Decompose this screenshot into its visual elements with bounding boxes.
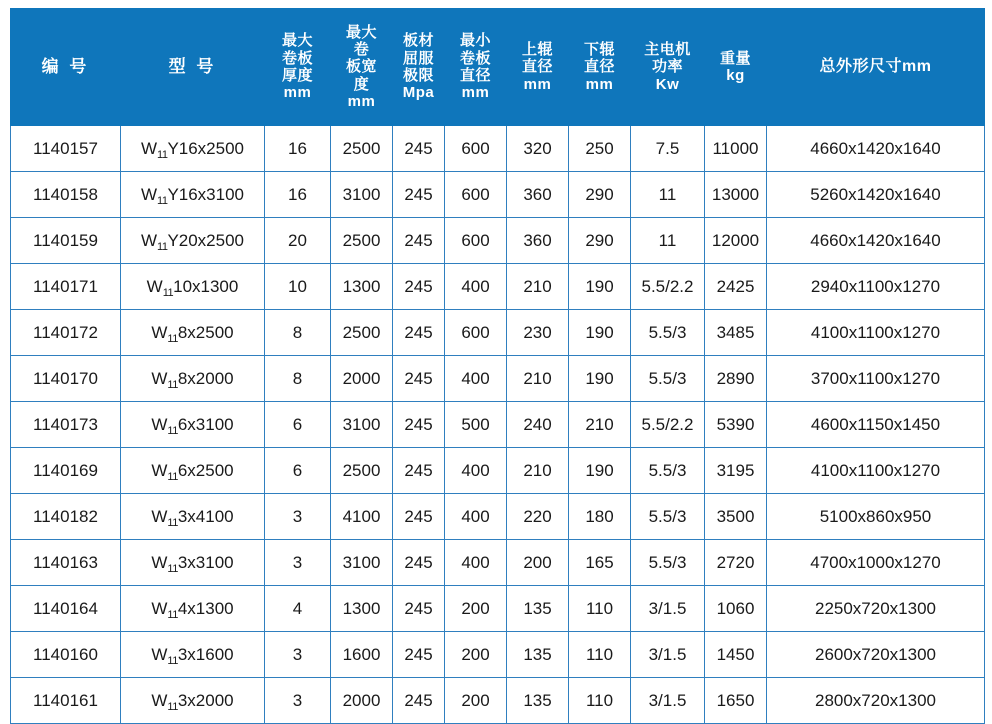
- model-prefix: W: [140, 138, 158, 158]
- model-subscript: 11: [167, 608, 178, 621]
- cell-lower_roll_dia: 290: [569, 218, 631, 264]
- model-subscript: 11: [167, 700, 178, 713]
- header-line: 度: [353, 75, 370, 93]
- cell-plate_width: 2500: [331, 310, 393, 356]
- model-prefix: W: [151, 598, 168, 618]
- column-header-label: [768, 58, 983, 77]
- header-line: 厚度: [281, 67, 313, 84]
- cell-plate_width: 3100: [331, 402, 393, 448]
- model-suffix: Y16x3100: [167, 184, 245, 204]
- cell-plate_width: 4100: [331, 494, 393, 540]
- cell-upper_roll_dia: 135: [507, 678, 569, 724]
- cell-min_coil_dia: 400: [445, 356, 507, 402]
- cell-min_coil_dia: 600: [445, 218, 507, 264]
- cell-thickness: 20: [265, 218, 331, 264]
- table-header: [11, 9, 985, 126]
- cell-yield_limit: 245: [393, 402, 445, 448]
- table-row: [11, 402, 985, 448]
- model-suffix: 4x1300: [177, 598, 234, 618]
- cell-motor_power: 3/1.5: [631, 586, 705, 632]
- model-subscript: 11: [167, 516, 178, 529]
- model-subscript: 11: [157, 148, 168, 161]
- cell-id: 1140171: [11, 264, 121, 310]
- table-header-row: [11, 9, 985, 126]
- cell-min_coil_dia: 200: [445, 678, 507, 724]
- cell-yield_limit: 245: [393, 356, 445, 402]
- column-header-thickness: [265, 9, 331, 126]
- cell-overall_dim: 4600x1150x1450: [767, 402, 985, 448]
- cell-lower_roll_dia: 110: [569, 632, 631, 678]
- column-header-weight: [705, 9, 767, 126]
- cell-weight: 3500: [705, 494, 767, 540]
- cell-plate_width: 3100: [331, 540, 393, 586]
- model-prefix: W: [151, 414, 168, 434]
- cell-yield_limit: 245: [393, 126, 445, 172]
- header-line: 屈服: [402, 49, 434, 67]
- header-line: 型 号: [168, 57, 217, 77]
- model-prefix: W: [151, 368, 168, 388]
- cell-id: 1140169: [11, 448, 121, 494]
- cell-yield_limit: 245: [393, 264, 445, 310]
- cell-plate_width: 2500: [331, 126, 393, 172]
- cell-upper_roll_dia: 210: [507, 356, 569, 402]
- model-subscript: 11: [167, 470, 178, 483]
- cell-lower_roll_dia: 190: [569, 356, 631, 402]
- table-row: [11, 494, 985, 540]
- header-line: 功率: [651, 58, 683, 76]
- cell-overall_dim: 2800x720x1300: [767, 678, 985, 724]
- header-line: 最大: [345, 23, 377, 41]
- column-header-label: [570, 41, 629, 93]
- model-prefix: W: [151, 644, 168, 664]
- cell-weight: 5390: [705, 402, 767, 448]
- cell-motor_power: 3/1.5: [631, 632, 705, 678]
- model-subscript: 11: [167, 424, 178, 437]
- machine-spec-table: [10, 8, 985, 724]
- cell-overall_dim: 4660x1420x1640: [767, 126, 985, 172]
- column-header-label: [332, 24, 391, 111]
- cell-id: 1140170: [11, 356, 121, 402]
- column-header-label: [266, 32, 329, 102]
- column-header-motor_power: [631, 9, 705, 126]
- cell-thickness: 6: [265, 402, 331, 448]
- cell-id: 1140157: [11, 126, 121, 172]
- cell-id: 1140173: [11, 402, 121, 448]
- cell-weight: 2425: [705, 264, 767, 310]
- cell-thickness: 8: [265, 356, 331, 402]
- table-row: [11, 632, 985, 678]
- cell-yield_limit: 245: [393, 310, 445, 356]
- cell-upper_roll_dia: 320: [507, 126, 569, 172]
- cell-lower_roll_dia: 180: [569, 494, 631, 540]
- cell-motor_power: 5.5/2.2: [631, 402, 705, 448]
- cell-lower_roll_dia: 250: [569, 126, 631, 172]
- column-header-label: [122, 57, 263, 77]
- cell-min_coil_dia: 200: [445, 632, 507, 678]
- model-subscript: 11: [157, 240, 168, 253]
- cell-model: [121, 310, 265, 356]
- cell-model: [121, 264, 265, 310]
- model-suffix: 6x3100: [177, 414, 234, 434]
- cell-overall_dim: 2940x1100x1270: [767, 264, 985, 310]
- header-line: 卷板: [459, 49, 491, 67]
- model-suffix: Y16x2500: [167, 138, 245, 158]
- model-prefix: W: [151, 460, 168, 480]
- cell-plate_width: 2500: [331, 448, 393, 494]
- cell-plate_width: 3100: [331, 172, 393, 218]
- cell-min_coil_dia: 600: [445, 172, 507, 218]
- header-line: 极限: [402, 67, 434, 84]
- cell-motor_power: 5.5/3: [631, 356, 705, 402]
- cell-plate_width: 1300: [331, 264, 393, 310]
- cell-thickness: 3: [265, 494, 331, 540]
- header-line: 卷板: [281, 49, 313, 67]
- table-row: [11, 310, 985, 356]
- cell-yield_limit: 245: [393, 586, 445, 632]
- cell-plate_width: 1300: [331, 586, 393, 632]
- cell-model: [121, 402, 265, 448]
- cell-weight: 12000: [705, 218, 767, 264]
- column-header-plate_width: [331, 9, 393, 126]
- model-prefix: W: [151, 690, 168, 710]
- cell-upper_roll_dia: 135: [507, 586, 569, 632]
- cell-id: 1140159: [11, 218, 121, 264]
- model-prefix: W: [140, 230, 158, 250]
- cell-motor_power: 7.5: [631, 126, 705, 172]
- model-suffix: 3x4100: [177, 506, 234, 526]
- cell-motor_power: 5.5/2.2: [631, 264, 705, 310]
- model-prefix: W: [151, 322, 168, 342]
- header-line: 上辊: [521, 40, 553, 58]
- cell-motor_power: 5.5/3: [631, 494, 705, 540]
- header-line: 直径: [459, 67, 491, 84]
- cell-overall_dim: 4100x1100x1270: [767, 448, 985, 494]
- cell-plate_width: 1600: [331, 632, 393, 678]
- model-subscript: 11: [162, 286, 174, 299]
- cell-upper_roll_dia: 240: [507, 402, 569, 448]
- model-prefix: W: [151, 506, 168, 526]
- cell-weight: 13000: [705, 172, 767, 218]
- cell-id: 1140172: [11, 310, 121, 356]
- cell-yield_limit: 245: [393, 540, 445, 586]
- model-prefix: W: [146, 276, 163, 296]
- table-row: [11, 218, 985, 264]
- table-row: [11, 356, 985, 402]
- cell-model: [121, 632, 265, 678]
- table-row: [11, 586, 985, 632]
- cell-upper_roll_dia: 210: [507, 448, 569, 494]
- header-line: mm: [283, 84, 312, 102]
- model-prefix: W: [151, 552, 168, 572]
- table-row: [11, 540, 985, 586]
- column-header-lower_roll_dia: [569, 9, 631, 126]
- model-suffix: 6x2500: [177, 460, 234, 480]
- column-header-label: [446, 32, 505, 102]
- cell-plate_width: 2000: [331, 678, 393, 724]
- cell-thickness: 10: [265, 264, 331, 310]
- column-header-label: [632, 41, 703, 93]
- header-line: 直径: [521, 58, 553, 76]
- cell-lower_roll_dia: 210: [569, 402, 631, 448]
- cell-lower_roll_dia: 110: [569, 586, 631, 632]
- cell-lower_roll_dia: 190: [569, 448, 631, 494]
- cell-lower_roll_dia: 110: [569, 678, 631, 724]
- cell-id: 1140160: [11, 632, 121, 678]
- model-subscript: 11: [167, 378, 178, 391]
- model-suffix: 3x3100: [177, 552, 234, 572]
- model-subscript: 11: [167, 562, 178, 575]
- model-suffix: 3x1600: [177, 644, 234, 664]
- header-line: 板材: [402, 32, 434, 50]
- table-row: [11, 264, 985, 310]
- cell-overall_dim: 4660x1420x1640: [767, 218, 985, 264]
- cell-min_coil_dia: 400: [445, 494, 507, 540]
- cell-lower_roll_dia: 290: [569, 172, 631, 218]
- header-line: 重量: [719, 49, 751, 67]
- header-line: mm: [585, 75, 614, 93]
- cell-weight: 1060: [705, 586, 767, 632]
- cell-model: [121, 494, 265, 540]
- cell-id: 1140161: [11, 678, 121, 724]
- cell-min_coil_dia: 600: [445, 310, 507, 356]
- header-line: 板宽: [345, 58, 377, 76]
- model-suffix: 8x2500: [177, 322, 234, 342]
- cell-plate_width: 2000: [331, 356, 393, 402]
- cell-weight: 11000: [705, 126, 767, 172]
- cell-thickness: 16: [265, 126, 331, 172]
- column-header-label: [508, 41, 567, 93]
- cell-overall_dim: 5260x1420x1640: [767, 172, 985, 218]
- header-line: 主电机: [644, 40, 691, 58]
- cell-thickness: 4: [265, 586, 331, 632]
- cell-motor_power: 5.5/3: [631, 310, 705, 356]
- header-line: mm: [523, 75, 552, 93]
- cell-upper_roll_dia: 220: [507, 494, 569, 540]
- table-row: [11, 172, 985, 218]
- cell-upper_roll_dia: 135: [507, 632, 569, 678]
- header-line: 下辊: [583, 40, 615, 58]
- cell-lower_roll_dia: 190: [569, 310, 631, 356]
- cell-plate_width: 2500: [331, 218, 393, 264]
- column-header-label: [394, 32, 443, 102]
- cell-weight: 1650: [705, 678, 767, 724]
- cell-model: [121, 218, 265, 264]
- cell-overall_dim: 4700x1000x1270: [767, 540, 985, 586]
- cell-upper_roll_dia: 210: [507, 264, 569, 310]
- cell-yield_limit: 245: [393, 678, 445, 724]
- header-line: Kw: [655, 75, 680, 93]
- header-line: 最小: [459, 32, 491, 50]
- cell-thickness: 3: [265, 678, 331, 724]
- cell-motor_power: 3/1.5: [631, 678, 705, 724]
- cell-model: [121, 540, 265, 586]
- cell-model: [121, 448, 265, 494]
- column-header-overall_dim: [767, 9, 985, 126]
- cell-id: 1140158: [11, 172, 121, 218]
- model-suffix: Y20x2500: [167, 230, 245, 250]
- table-body: [11, 126, 985, 724]
- cell-model: [121, 678, 265, 724]
- cell-lower_roll_dia: 165: [569, 540, 631, 586]
- header-line: kg: [726, 67, 745, 84]
- cell-overall_dim: 2600x720x1300: [767, 632, 985, 678]
- cell-min_coil_dia: 500: [445, 402, 507, 448]
- model-subscript: 11: [157, 194, 168, 207]
- cell-model: [121, 586, 265, 632]
- cell-upper_roll_dia: 200: [507, 540, 569, 586]
- header-line: mm: [347, 93, 376, 111]
- model-suffix: 3x2000: [177, 690, 234, 710]
- cell-thickness: 8: [265, 310, 331, 356]
- column-header-label: [706, 50, 765, 85]
- cell-upper_roll_dia: 360: [507, 218, 569, 264]
- cell-model: [121, 356, 265, 402]
- cell-weight: 1450: [705, 632, 767, 678]
- model-suffix: 10x1300: [173, 276, 239, 296]
- cell-overall_dim: 4100x1100x1270: [767, 310, 985, 356]
- cell-motor_power: 5.5/3: [631, 448, 705, 494]
- cell-yield_limit: 245: [393, 172, 445, 218]
- column-header-label: [12, 57, 119, 77]
- cell-min_coil_dia: 400: [445, 448, 507, 494]
- table-row: [11, 126, 985, 172]
- cell-id: 1140163: [11, 540, 121, 586]
- cell-id: 1140182: [11, 494, 121, 540]
- cell-upper_roll_dia: 360: [507, 172, 569, 218]
- cell-id: 1140164: [11, 586, 121, 632]
- header-line: 编 号: [41, 57, 90, 77]
- column-header-id: [11, 9, 121, 126]
- column-header-model: [121, 9, 265, 126]
- table-row: [11, 678, 985, 724]
- model-subscript: 11: [167, 332, 178, 345]
- table-row: [11, 448, 985, 494]
- column-header-yield_limit: [393, 9, 445, 126]
- column-header-upper_roll_dia: [507, 9, 569, 126]
- cell-overall_dim: 2250x720x1300: [767, 586, 985, 632]
- cell-yield_limit: 245: [393, 632, 445, 678]
- header-line: mm: [461, 84, 490, 102]
- header-line: 直径: [583, 58, 615, 76]
- cell-yield_limit: 245: [393, 218, 445, 264]
- cell-motor_power: 11: [631, 172, 705, 218]
- cell-lower_roll_dia: 190: [569, 264, 631, 310]
- cell-yield_limit: 245: [393, 494, 445, 540]
- cell-weight: 2720: [705, 540, 767, 586]
- cell-model: [121, 126, 265, 172]
- model-suffix: 8x2000: [177, 368, 234, 388]
- header-line: 总外形尺寸mm: [819, 57, 932, 75]
- cell-model: [121, 172, 265, 218]
- cell-motor_power: 5.5/3: [631, 540, 705, 586]
- cell-min_coil_dia: 400: [445, 540, 507, 586]
- cell-weight: 3195: [705, 448, 767, 494]
- cell-weight: 3485: [705, 310, 767, 356]
- model-prefix: W: [140, 184, 158, 204]
- cell-upper_roll_dia: 230: [507, 310, 569, 356]
- header-line: 最大: [281, 32, 313, 50]
- cell-weight: 2890: [705, 356, 767, 402]
- cell-thickness: 3: [265, 632, 331, 678]
- header-line: Mpa: [402, 84, 435, 102]
- cell-motor_power: 11: [631, 218, 705, 264]
- cell-min_coil_dia: 600: [445, 126, 507, 172]
- cell-thickness: 6: [265, 448, 331, 494]
- cell-yield_limit: 245: [393, 448, 445, 494]
- header-line: 卷: [353, 40, 370, 58]
- model-subscript: 11: [167, 654, 178, 667]
- cell-min_coil_dia: 200: [445, 586, 507, 632]
- cell-thickness: 16: [265, 172, 331, 218]
- cell-min_coil_dia: 400: [445, 264, 507, 310]
- cell-overall_dim: 3700x1100x1270: [767, 356, 985, 402]
- cell-overall_dim: 5100x860x950: [767, 494, 985, 540]
- column-header-min_coil_dia: [445, 9, 507, 126]
- cell-thickness: 3: [265, 540, 331, 586]
